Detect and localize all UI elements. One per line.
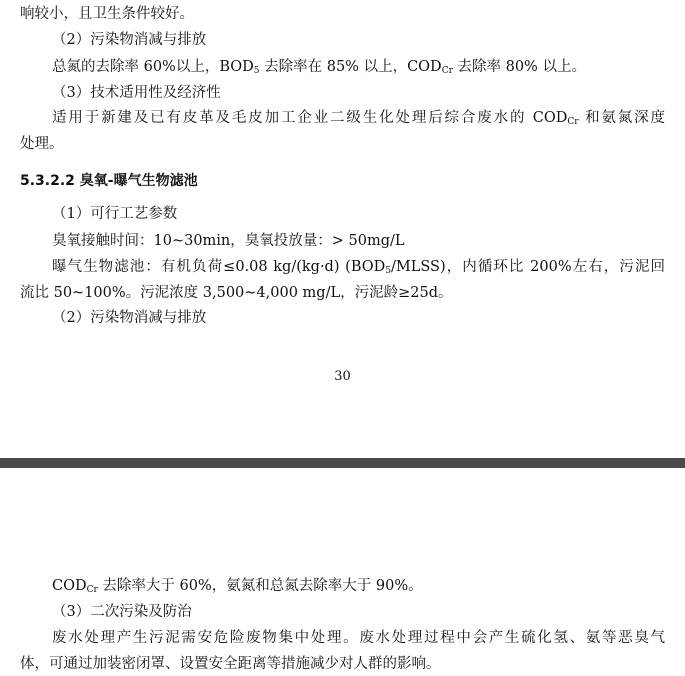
- subsection-label: （3）二次污染及防治: [52, 604, 192, 620]
- body-text-line: 总氮的去除率 60%以上，$BOD_5$ 去除率在 85% 以上，$COD_{Cr}$ 去除率 80% 以上。: [52, 59, 586, 76]
- body-text-line: 废水处理产生污泥需安危险废物集中处理。废水处理过程中会产生硫化氢、氨等恶臭气: [52, 630, 665, 646]
- body-text-line: 臭氧接触时间：10~30min，臭氧投放量：> 50mg/L: [52, 233, 405, 249]
- body-text-line: $COD_{Cr}$ 去除率大于 60%，氨氮和总氮去除率大于 90%。: [52, 578, 423, 595]
- body-text-line: 体，可通过加装密闭罩、设置安全距离等措施减少对人群的影响。: [20, 656, 441, 672]
- document-page-lower: [0, 468, 685, 676]
- body-text-line: 处理。: [20, 136, 64, 152]
- body-text-line: 适用于新建及已有皮革及毛皮加工企业二级生化处理后综合废水的 $COD_{Cr}$ 和氨氮深度: [52, 110, 665, 127]
- page-separator: [0, 458, 685, 468]
- subsection-label: （2）污染物消减与排放: [52, 32, 207, 48]
- subsection-label: （1）可行工艺参数: [52, 206, 178, 222]
- page-number: 30: [334, 369, 351, 384]
- body-text-line: 曝气生物滤池：有机负荷≤0.08 kg/(kg·d) $(BOD_5/MLSS)$，内循环比 200%左右，污泥回: [52, 259, 665, 276]
- body-text-line: 响较小，且卫生条件较好。: [20, 6, 194, 22]
- body-text-line: 流比 50~100%。污泥浓度 3,500~4,000 mg/L，污泥龄≥25d。: [20, 285, 453, 301]
- subsection-label: （2）污染物消减与排放: [52, 310, 207, 326]
- section-heading: 5.3.2.2 臭氧-曝气生物滤池: [20, 173, 198, 189]
- subsection-label: （3）技术适用性及经济性: [52, 85, 221, 101]
